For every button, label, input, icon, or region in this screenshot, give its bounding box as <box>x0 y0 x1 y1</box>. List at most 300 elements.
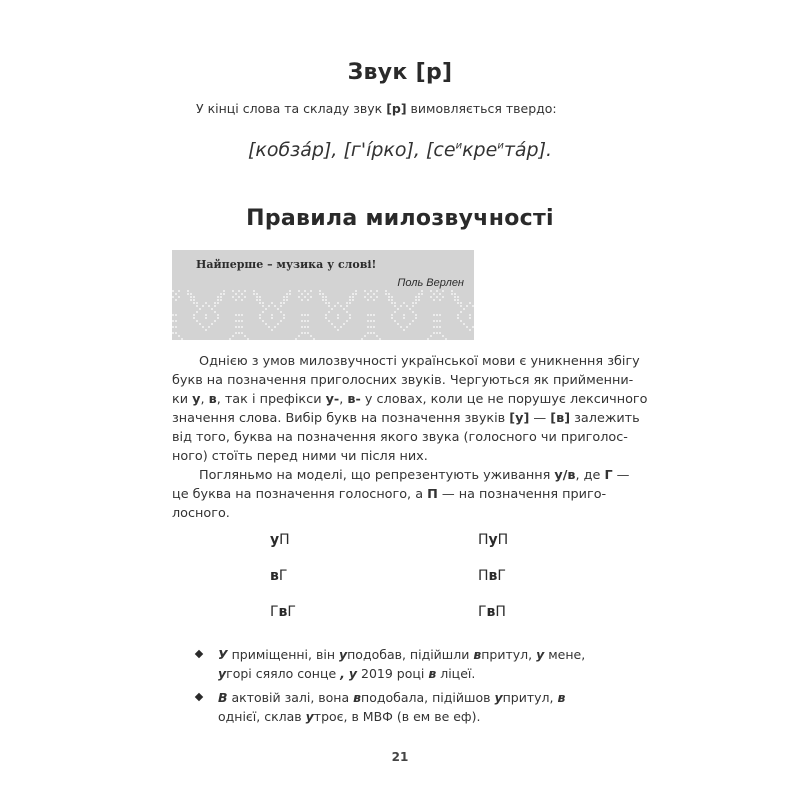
ornament-stitch <box>439 299 441 301</box>
examples-list <box>196 645 596 731</box>
ornament-stitch <box>331 308 333 310</box>
ornament-stitch <box>400 305 402 307</box>
model-formula <box>270 532 290 548</box>
bold-fragment: в <box>353 690 362 705</box>
ornament-stitch <box>310 335 312 337</box>
ornament-stitch <box>469 317 471 319</box>
ornament-stitch <box>283 314 285 316</box>
ornament-stitch <box>220 296 222 298</box>
ornament-stitch <box>442 296 444 298</box>
ornament-stitch <box>439 320 441 322</box>
ornament-stitch <box>214 302 216 304</box>
ornament-stitch <box>346 320 348 322</box>
text-fragment: лосного. <box>172 506 230 521</box>
ornament-stitch <box>193 299 195 301</box>
ornament-stitch <box>196 305 198 307</box>
ornament-stitch <box>322 299 324 301</box>
ornament-stitch <box>256 299 258 301</box>
ornament-stitch <box>205 302 207 304</box>
ornament-stitch <box>388 293 390 295</box>
ornament-stitch <box>241 299 243 301</box>
ornament-stitch <box>193 314 195 316</box>
bold-fragment: у <box>270 532 280 548</box>
model-formula <box>270 604 296 620</box>
ornament-stitch <box>430 296 432 298</box>
ornament-stitch <box>367 326 369 328</box>
ornament-stitch <box>466 326 468 328</box>
ornament-stitch <box>457 302 459 304</box>
ornament-stitch <box>304 314 306 316</box>
ornament-stitch <box>274 326 276 328</box>
ornament-stitch <box>418 296 420 298</box>
ornament-stitch <box>301 314 303 316</box>
ornament-stitch <box>304 290 306 292</box>
bold-fragment: в <box>557 690 566 705</box>
text-fragment: Погляньмо на моделі, що репрезентують уживання <box>199 468 555 483</box>
ornament-stitch <box>319 290 321 292</box>
ornament-stitch <box>301 299 303 301</box>
ornament-stitch <box>262 305 264 307</box>
ornament-stitch <box>439 332 441 334</box>
ornament-stitch <box>385 293 387 295</box>
ornament-stitch <box>415 302 417 304</box>
ornament-stitch <box>337 329 339 331</box>
ornament-stitch <box>199 308 201 310</box>
ornament-stitch <box>454 299 456 301</box>
bold-fragment: , <box>340 666 345 681</box>
ornament-stitch <box>283 302 285 304</box>
example-list-item <box>196 688 596 726</box>
ornament-stitch <box>205 329 207 331</box>
ornament-stitch <box>322 296 324 298</box>
ornament-stitch <box>235 299 237 301</box>
text-fragment: Г <box>287 604 296 620</box>
ornament-stitch <box>427 338 429 340</box>
ornament-stitch <box>400 326 402 328</box>
paragraph-line <box>172 466 630 485</box>
ornament-stitch <box>211 308 213 310</box>
ornament-stitch <box>457 317 459 319</box>
ornament-stitch <box>325 317 327 319</box>
ornament-stitch <box>391 296 393 298</box>
ornament-stitch <box>436 290 438 292</box>
ornament-stitch <box>238 326 240 328</box>
ornament-stitch <box>418 299 420 301</box>
ornament-stitch <box>235 293 237 295</box>
ornament-stitch <box>352 293 354 295</box>
ornament-stitch <box>415 314 417 316</box>
ornament-stitch <box>181 338 183 340</box>
ornament-stitch <box>196 320 198 322</box>
ornament-stitch <box>376 335 378 337</box>
ornament-stitch <box>403 329 405 331</box>
ornament-stitch <box>265 308 267 310</box>
ornament-stitch <box>367 314 369 316</box>
ornament-stitch <box>319 293 321 295</box>
bold-fragment: в- <box>347 392 361 407</box>
ornament-stitch <box>283 299 285 301</box>
ornament-stitch <box>370 290 372 292</box>
ornament-stitch <box>172 326 174 328</box>
ornament-stitch <box>391 317 393 319</box>
ornament-stitch <box>190 299 192 301</box>
ornament-stitch <box>397 323 399 325</box>
text-fragment: П <box>478 532 489 548</box>
bold-fragment: Г <box>604 468 613 483</box>
ornament-stitch <box>370 296 372 298</box>
ornament-stitch <box>268 326 270 328</box>
ornament-stitch <box>325 302 327 304</box>
ornament-stitch <box>208 326 210 328</box>
text-fragment: це буква на позначення голосного, а <box>172 487 428 502</box>
text-fragment: Г <box>270 604 279 620</box>
paragraph-line <box>172 352 640 371</box>
ornament-stitch <box>307 299 309 301</box>
epigraph-author: Поль Верлен <box>397 277 464 289</box>
bold-fragment: [у] <box>509 411 530 426</box>
ornament-stitch <box>304 320 306 322</box>
ornament-stitch <box>202 326 204 328</box>
ornament-stitch <box>328 320 330 322</box>
ornament-stitch <box>340 326 342 328</box>
paragraph-line <box>172 504 584 523</box>
ornament-stitch <box>238 296 240 298</box>
text-fragment: , де <box>575 468 605 483</box>
ornament-stitch <box>307 314 309 316</box>
ornament-stitch <box>313 338 315 340</box>
intro-text-bold: [р] <box>386 101 407 116</box>
ornament-stitch <box>235 314 237 316</box>
ornament-stitch <box>238 314 240 316</box>
ornament-stitch <box>337 302 339 304</box>
ornament-stitch <box>349 314 351 316</box>
ornament-stitch <box>376 296 378 298</box>
ornament-stitch <box>328 311 330 313</box>
example-list-item <box>196 645 596 683</box>
ornament-stitch <box>433 320 435 322</box>
ornament-stitch <box>307 332 309 334</box>
ornament-stitch <box>187 293 189 295</box>
bold-fragment: у <box>192 392 201 407</box>
ornament-stitch <box>217 299 219 301</box>
ornament-stitch <box>442 335 444 337</box>
paragraph-line <box>172 390 648 409</box>
ornament-stitch <box>193 296 195 298</box>
text-fragment: — <box>529 411 551 426</box>
ornament-stitch <box>220 299 222 301</box>
ornament-stitch <box>415 296 417 298</box>
ornament-stitch <box>217 317 219 319</box>
ornament-stitch <box>367 299 369 301</box>
model-formula <box>478 568 506 584</box>
ornament-stitch <box>223 290 225 292</box>
ornament-stitch <box>232 290 234 292</box>
bold-fragment: у <box>305 709 314 724</box>
ornament-stitch <box>469 329 471 331</box>
ornament-stitch <box>328 305 330 307</box>
text-fragment: приміщенні, він <box>227 647 339 662</box>
ornament-stitch <box>421 293 423 295</box>
bold-fragment: в <box>473 647 482 662</box>
bold-fragment: у <box>494 690 503 705</box>
ornament-stitch <box>439 293 441 295</box>
bold-fragment: У <box>218 647 228 662</box>
ornament-stitch <box>364 335 366 337</box>
ornament-stitch <box>388 299 390 301</box>
paragraph-1 <box>172 352 648 466</box>
ornament-stitch <box>415 299 417 301</box>
text-fragment: подобала, підійшов <box>361 690 495 705</box>
ornament-stitch <box>469 314 471 316</box>
ornament-stitch <box>460 305 462 307</box>
ornament-stitch <box>262 311 264 313</box>
ornament-stitch <box>433 314 435 316</box>
ornament-stitch <box>190 296 192 298</box>
ornament-stitch <box>178 290 180 292</box>
intro-text <box>196 101 557 116</box>
ornament-stitch <box>217 314 219 316</box>
ornament-stitch <box>199 323 201 325</box>
bold-fragment: В <box>218 690 228 705</box>
ornament-stitch <box>430 335 432 337</box>
bold-fragment: в <box>278 604 288 620</box>
ornament-stitch <box>445 338 447 340</box>
ornament-stitch <box>223 293 225 295</box>
bold-fragment: [в] <box>550 411 571 426</box>
ornament-stitch <box>247 338 249 340</box>
ornament-stitch <box>457 299 459 301</box>
ornament-stitch <box>202 305 204 307</box>
ornament-stitch <box>244 290 246 292</box>
ornament-stitch <box>295 338 297 340</box>
ornament-stitch <box>193 302 195 304</box>
text-fragment: залежить <box>570 411 640 426</box>
ornament-stitch <box>460 320 462 322</box>
ornament-stitch <box>271 302 273 304</box>
ornament-stitch <box>397 308 399 310</box>
ornament-stitch <box>172 290 174 292</box>
bold-fragment: у <box>536 647 545 662</box>
ornament-stitch <box>172 320 174 322</box>
ornament-stitch <box>334 305 336 307</box>
ornament-stitch <box>280 311 282 313</box>
ornament-stitch <box>301 293 303 295</box>
ornament-stitch <box>472 326 474 328</box>
ornament-stitch <box>241 320 243 322</box>
text-fragment: П <box>497 532 509 548</box>
ornament-stitch <box>412 305 414 307</box>
ornament-stitch <box>172 296 174 298</box>
bold-fragment: в <box>486 604 496 620</box>
bold-fragment: в <box>208 392 217 407</box>
ornament-stitch <box>271 314 273 316</box>
ornament-stitch <box>325 296 327 298</box>
ornament-stitch <box>391 314 393 316</box>
ornament-stitch <box>280 305 282 307</box>
text-fragment: троє, в МВФ (в ем ве еф). <box>313 709 481 724</box>
ornament-stitch <box>412 302 414 304</box>
ornament-stitch <box>352 299 354 301</box>
ornament-stitch <box>373 293 375 295</box>
bold-fragment: в <box>488 568 498 584</box>
bold-fragment: у <box>338 647 348 662</box>
ornament-stitch <box>433 293 435 295</box>
ornament-stitch <box>298 335 300 337</box>
ornament-stitch <box>286 296 288 298</box>
ornament-stitch <box>274 305 276 307</box>
ornament-stitch <box>217 302 219 304</box>
ornament-stitch <box>178 296 180 298</box>
bold-fragment: в <box>428 666 437 681</box>
paragraph-line <box>172 428 628 447</box>
ornament-stitch <box>277 308 279 310</box>
ornament-stitch <box>307 320 309 322</box>
paragraph-line <box>172 409 640 428</box>
intro-text-start: У кінці слова та складу звук <box>196 101 387 116</box>
ornament-stitch <box>175 326 177 328</box>
ornament-stitch <box>172 332 174 334</box>
ornament-stitch <box>457 314 459 316</box>
text-fragment: — на позначення приго- <box>437 487 607 502</box>
text-fragment: ного) стоїть перед ними чи після них. <box>172 449 428 464</box>
ornament-stitch <box>304 332 306 334</box>
ornament-stitch <box>373 332 375 334</box>
ornament-stitch <box>415 317 417 319</box>
ornament-stitch <box>172 314 174 316</box>
ornament-stitch <box>460 311 462 313</box>
text-fragment: 2019 році <box>357 666 429 681</box>
ornament-stitch <box>349 317 351 319</box>
ornament-stitch <box>208 305 210 307</box>
ornament-stitch <box>265 323 267 325</box>
ornament-stitch <box>190 293 192 295</box>
text-fragment: Однією з умов милозвучності української мови є уникнення збігу <box>199 354 640 369</box>
ornament-stitch <box>238 320 240 322</box>
ornament-stitch <box>256 293 258 295</box>
ornament-stitch <box>280 320 282 322</box>
paragraph-line <box>172 447 584 466</box>
ornament-stitch <box>304 326 306 328</box>
ornament-stitch <box>220 293 222 295</box>
ornament-stitch <box>373 320 375 322</box>
ornament-stitch <box>433 332 435 334</box>
text-fragment: ки <box>172 392 193 407</box>
model-formula <box>478 532 508 548</box>
ornament-stitch <box>373 326 375 328</box>
ornament-stitch <box>325 299 327 301</box>
ornament-stitch <box>346 305 348 307</box>
ornament-stitch <box>412 320 414 322</box>
text-fragment: притул, <box>481 647 537 662</box>
ornament-stitch <box>271 317 273 319</box>
text-fragment: подобав, підійшли <box>347 647 474 662</box>
ornament-stitch <box>235 320 237 322</box>
ornament-stitch <box>349 299 351 301</box>
ornament-stitch <box>436 326 438 328</box>
ornament-stitch <box>214 320 216 322</box>
ornament-stitch <box>331 323 333 325</box>
ornament-stitch <box>283 296 285 298</box>
ornament-stitch <box>355 290 357 292</box>
ornament-stitch <box>301 326 303 328</box>
ornament-stitch <box>217 296 219 298</box>
text-fragment: , <box>339 392 348 407</box>
ornament-stitch <box>241 332 243 334</box>
ornament-stitch <box>340 305 342 307</box>
section-title-sound-r: Звук [р] <box>347 60 453 85</box>
ornament-stitch <box>409 308 411 310</box>
ornament-stitch <box>277 323 279 325</box>
ornament-stitch <box>229 338 231 340</box>
ornament-stitch <box>364 296 366 298</box>
ornament-stitch <box>439 326 441 328</box>
ornament-stitch <box>175 299 177 301</box>
ornament-stitch <box>175 320 177 322</box>
ornament-stitch <box>328 302 330 304</box>
bold-fragment: у <box>348 666 358 681</box>
ornament-stitch <box>370 314 372 316</box>
ornament-stitch <box>241 314 243 316</box>
ornament-stitch <box>337 317 339 319</box>
ornament-stitch <box>244 296 246 298</box>
ornament-stitch <box>385 290 387 292</box>
ornament-stitch <box>259 314 261 316</box>
epigraph-text: Найперше – музика у слові! <box>196 258 377 271</box>
ornament-stitch <box>406 326 408 328</box>
ornament-stitch <box>283 317 285 319</box>
text-fragment: Г <box>278 568 288 584</box>
ornament-stitch <box>349 302 351 304</box>
ornament-stitch <box>262 320 264 322</box>
ornament-stitch <box>196 302 198 304</box>
bold-fragment: в <box>270 568 279 584</box>
ornament-stitch <box>241 293 243 295</box>
ornament-stitch <box>433 299 435 301</box>
text-fragment: у словах, коли це не порушує лексичного <box>360 392 648 407</box>
text-fragment: однієї, склав <box>218 709 306 724</box>
epigraph-box <box>172 250 474 340</box>
embroidery-ornament <box>172 290 474 340</box>
text-fragment: актовій залі, вона <box>227 690 354 705</box>
diamond-bullet-icon <box>195 693 203 701</box>
ornament-stitch <box>259 296 261 298</box>
ornament-stitch <box>253 290 255 292</box>
ornament-stitch <box>232 296 234 298</box>
ornament-stitch <box>391 302 393 304</box>
ornament-stitch <box>430 290 432 292</box>
paragraph-line <box>172 485 607 504</box>
ornament-stitch <box>259 299 261 301</box>
ornament-stitch <box>412 311 414 313</box>
ornament-stitch <box>394 320 396 322</box>
ornament-stitch <box>364 290 366 292</box>
transcription-example: [кобза́р], [г'і́рко], $[се^икре^ита́р]$. <box>247 139 553 161</box>
ornament-stitch <box>463 308 465 310</box>
ornament-stitch <box>244 335 246 337</box>
text-fragment: від того, буква на позначення якого звука (голосного чи приголос- <box>172 430 628 445</box>
ornament-stitch <box>421 290 423 292</box>
text-fragment: П <box>495 604 506 620</box>
text-fragment: П <box>478 568 489 584</box>
bold-fragment: у <box>218 666 227 681</box>
text-fragment: , так і префікси <box>216 392 326 407</box>
ornament-stitch <box>301 320 303 322</box>
ornament-stitch <box>241 326 243 328</box>
model-formula <box>270 568 287 584</box>
ornament-stitch <box>418 293 420 295</box>
ornament-stitch <box>403 302 405 304</box>
bold-fragment: у <box>488 532 498 548</box>
